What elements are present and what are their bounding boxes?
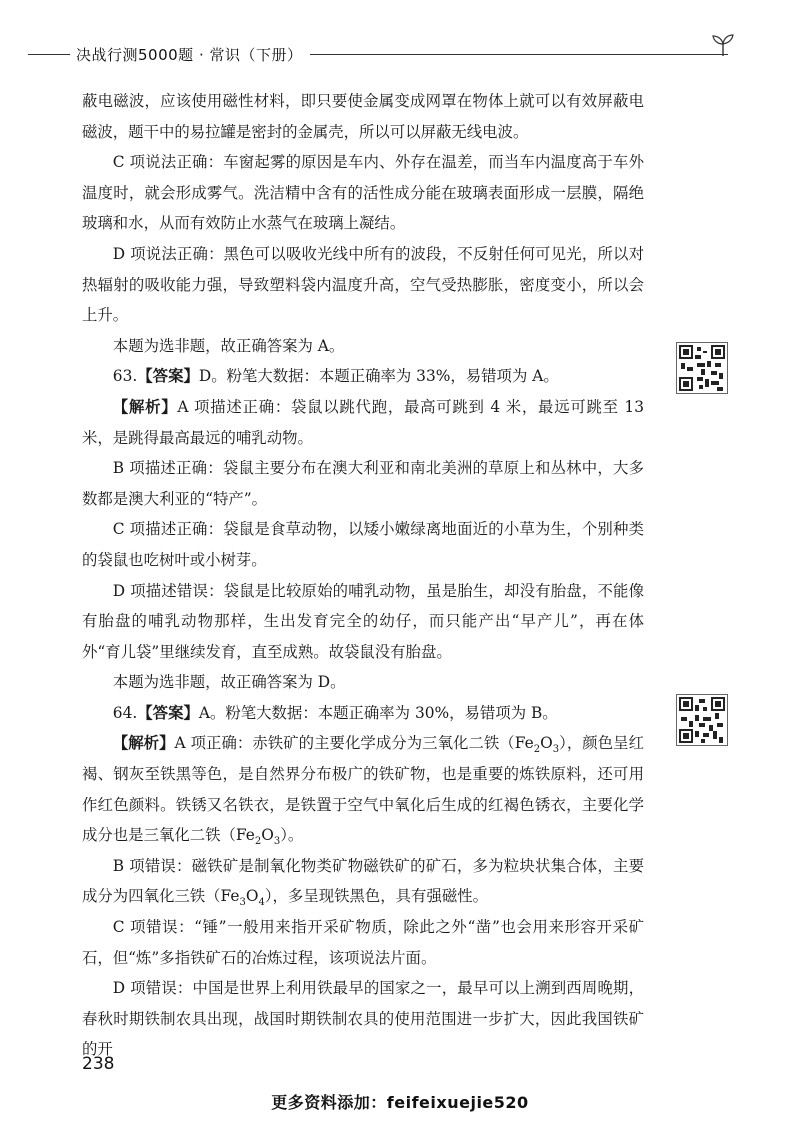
paragraph: D 项错误：中国是世界上利用铁最早的国家之一，最早可以上溯到西周晚期，春秋时期铁制农具出现，战国时期铁制农具的使用范围进一步扩大，因此我国铁矿的开	[82, 979, 644, 1059]
subscript: 4	[258, 897, 265, 909]
subscript: 3	[239, 897, 246, 909]
analysis-text: A 项描述正确：袋鼠以跳代跑，最高可跳到 4 米，最远可跳至 13 米，是跳得最高最远的哺乳动物。	[82, 397, 644, 447]
analysis-text: ），颜色呈红褐、钢灰至铁黑等色，是自然界分布极广的铁矿物，也是重要的炼铁原料，还可用作红色颜料。铁锈又名铁衣，是铁置于空气中氧化后生成的红褐色锈衣，主要化学成分也是三氧化二铁（Fe	[82, 734, 644, 845]
subscript: 3	[552, 744, 560, 756]
analysis-text: ）。	[280, 826, 304, 845]
formula-part: O	[245, 887, 259, 906]
paragraph: 蔽电磁波，应该使用磁性材料，即只要使金属变成网罩在物体上就可以有效屏蔽电磁波，题干中的易拉罐是密封的金属壳，所以可以屏蔽无线电波。	[82, 92, 644, 141]
body-text	[82, 86, 644, 1065]
header-rule-right	[310, 54, 728, 55]
analysis-63	[82, 392, 644, 453]
question-number: 64.	[112, 703, 138, 722]
subscript: 2	[254, 836, 262, 848]
subscript: 2	[533, 744, 541, 756]
paragraph: D 项描述错误：袋鼠是比较原始的哺乳动物，虽是胎生，却没有胎盘，不能像有胎盘的哺乳动物那样，生出发育完全的幼仔，而只能产出“早产儿”，再在体外“育儿袋”里继续发育，直至成熟。故袋鼠没有胎盘。	[82, 581, 644, 661]
formula-part: O	[261, 826, 274, 845]
question-number: 63.	[112, 367, 138, 386]
paragraph: C 项描述正确：袋鼠是食草动物，以矮小嫩绿离地面近的小草为生，个别种类的袋鼠也吃树叶或小树芽。	[82, 520, 644, 569]
header-title: 决战行测5000题 · 常识（下册）	[76, 45, 303, 64]
answer-tag: 【答案】	[137, 367, 199, 386]
analysis-text: B 项错误：磁铁矿是制氧化物类矿物磁铁矿的矿石，多为粒块状集合体，主要成分为四氧化三铁（Fe	[82, 856, 644, 906]
answer-64	[82, 698, 644, 729]
qr-code-icon	[677, 343, 727, 393]
answer-text: D。粉笔大数据：本题正确率为 33%，易错项为 A。	[198, 367, 559, 386]
paragraph: 本题为选非题，故正确答案为 A。	[112, 336, 345, 355]
analysis-tag: 【解析】	[112, 734, 175, 753]
analysis-tag: 【解析】	[112, 397, 178, 416]
paragraph: 本题为选非题，故正确答案为 D。	[112, 673, 346, 692]
paragraph: B 项描述正确：袋鼠主要分布在澳大利亚和南北美洲的草原上和丛林中，大多数都是澳大利亚的“特产”。	[82, 459, 644, 508]
paragraph: C 项说法正确：车窗起雾的原因是车内、外存在温差，而当车内温度高于车外温度时，就会形成雾气。洗洁精中含有的活性成分能在玻璃表面形成一层膜，隔绝玻璃和水，从而有效防止水蒸气在玻璃上凝结。	[82, 153, 644, 233]
qr-code-63	[676, 342, 728, 394]
answer-tag: 【答案】	[137, 703, 199, 722]
answer-text: A。粉笔大数据：本题正确率为 30%，易错项为 B。	[198, 703, 558, 722]
paragraph: C 项错误：“锤”一般用来指开采矿物质，除此之外“凿”也会用来形容开采矿石，但“炼”多指铁矿石的冶炼过程，该项说法片面。	[82, 918, 644, 967]
formula-part: O	[540, 734, 553, 753]
running-header	[28, 40, 728, 68]
paragraph: D 项说法正确：黑色可以吸收光线中所有的波段，不反射任何可见光，所以对热辐射的吸收能力强，导致塑料袋内温度升高，空气受热膨胀，密度变小，所以会上升。	[82, 244, 644, 325]
header-rule-left	[28, 54, 70, 55]
answer-63	[82, 361, 644, 392]
page-number: 238	[82, 1054, 115, 1074]
subscript: 3	[273, 836, 281, 848]
analysis-text: A 项正确：赤铁矿的主要化学成分为三氧化二铁（Fe	[174, 734, 534, 753]
analysis-text: ），多呈现铁黑色，具有强磁性。	[264, 887, 489, 906]
qr-code-64	[676, 694, 728, 746]
footer-note: 更多资料添加：feifeixuejie520	[271, 1093, 529, 1112]
qr-code-icon	[677, 695, 727, 745]
analysis-64	[82, 728, 644, 850]
paragraph	[82, 851, 644, 912]
sprout-icon	[710, 32, 736, 58]
